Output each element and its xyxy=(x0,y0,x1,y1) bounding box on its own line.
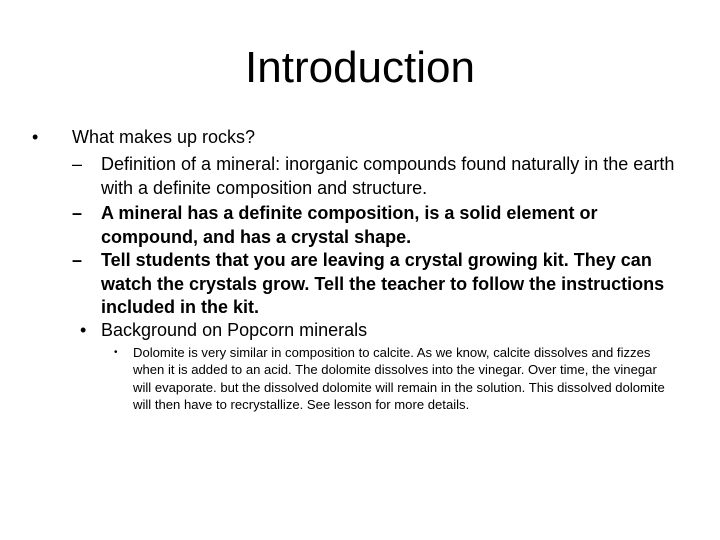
sub-item-text: Background on Popcorn minerals xyxy=(101,320,368,340)
slide-title: Introduction xyxy=(245,43,475,92)
sub-item-popcorn-background xyxy=(80,319,692,343)
bullet-marker: • xyxy=(80,320,87,340)
sub-item-text: Tell students that you are leaving a crystal growing kit. They can watch the crystals grow. Tell the teacher to follow the instructions included in the kit. xyxy=(101,250,665,317)
dash-marker: – xyxy=(72,203,83,223)
sub-item-text: Definition of a mineral: inorganic compounds found naturally in the earth with a definite composition and structure. xyxy=(101,154,675,198)
bullet-text: What makes up rocks? xyxy=(72,127,256,147)
sub-item-mineral-definition xyxy=(72,153,692,200)
bullet-marker: • xyxy=(114,347,118,358)
sub-item-text: A mineral has a definite composition, is a solid element or compound, and has a crystal shape. xyxy=(101,203,598,247)
sub-item-crystal-kit xyxy=(72,249,692,320)
dash-marker: – xyxy=(72,154,83,174)
bullet-what-makes-up-rocks xyxy=(32,126,692,150)
sub-sub-item-text: Dolomite is very similar in composition to calcite. As we know, calcite dissolves and fizzes when it is added to an acid. The dolomite dissolves into the vinegar. Over time, the vinegar will evaporate. but the dissolved dolomite will remain in the solution. This dissolved dolomite will then have to recrystallize. See lesson for more details. xyxy=(133,345,665,413)
bullet-marker: • xyxy=(32,127,39,147)
dash-marker: – xyxy=(72,250,83,270)
sub-item-mineral-composition xyxy=(72,202,692,249)
sub-sub-item-dolomite xyxy=(114,344,674,414)
